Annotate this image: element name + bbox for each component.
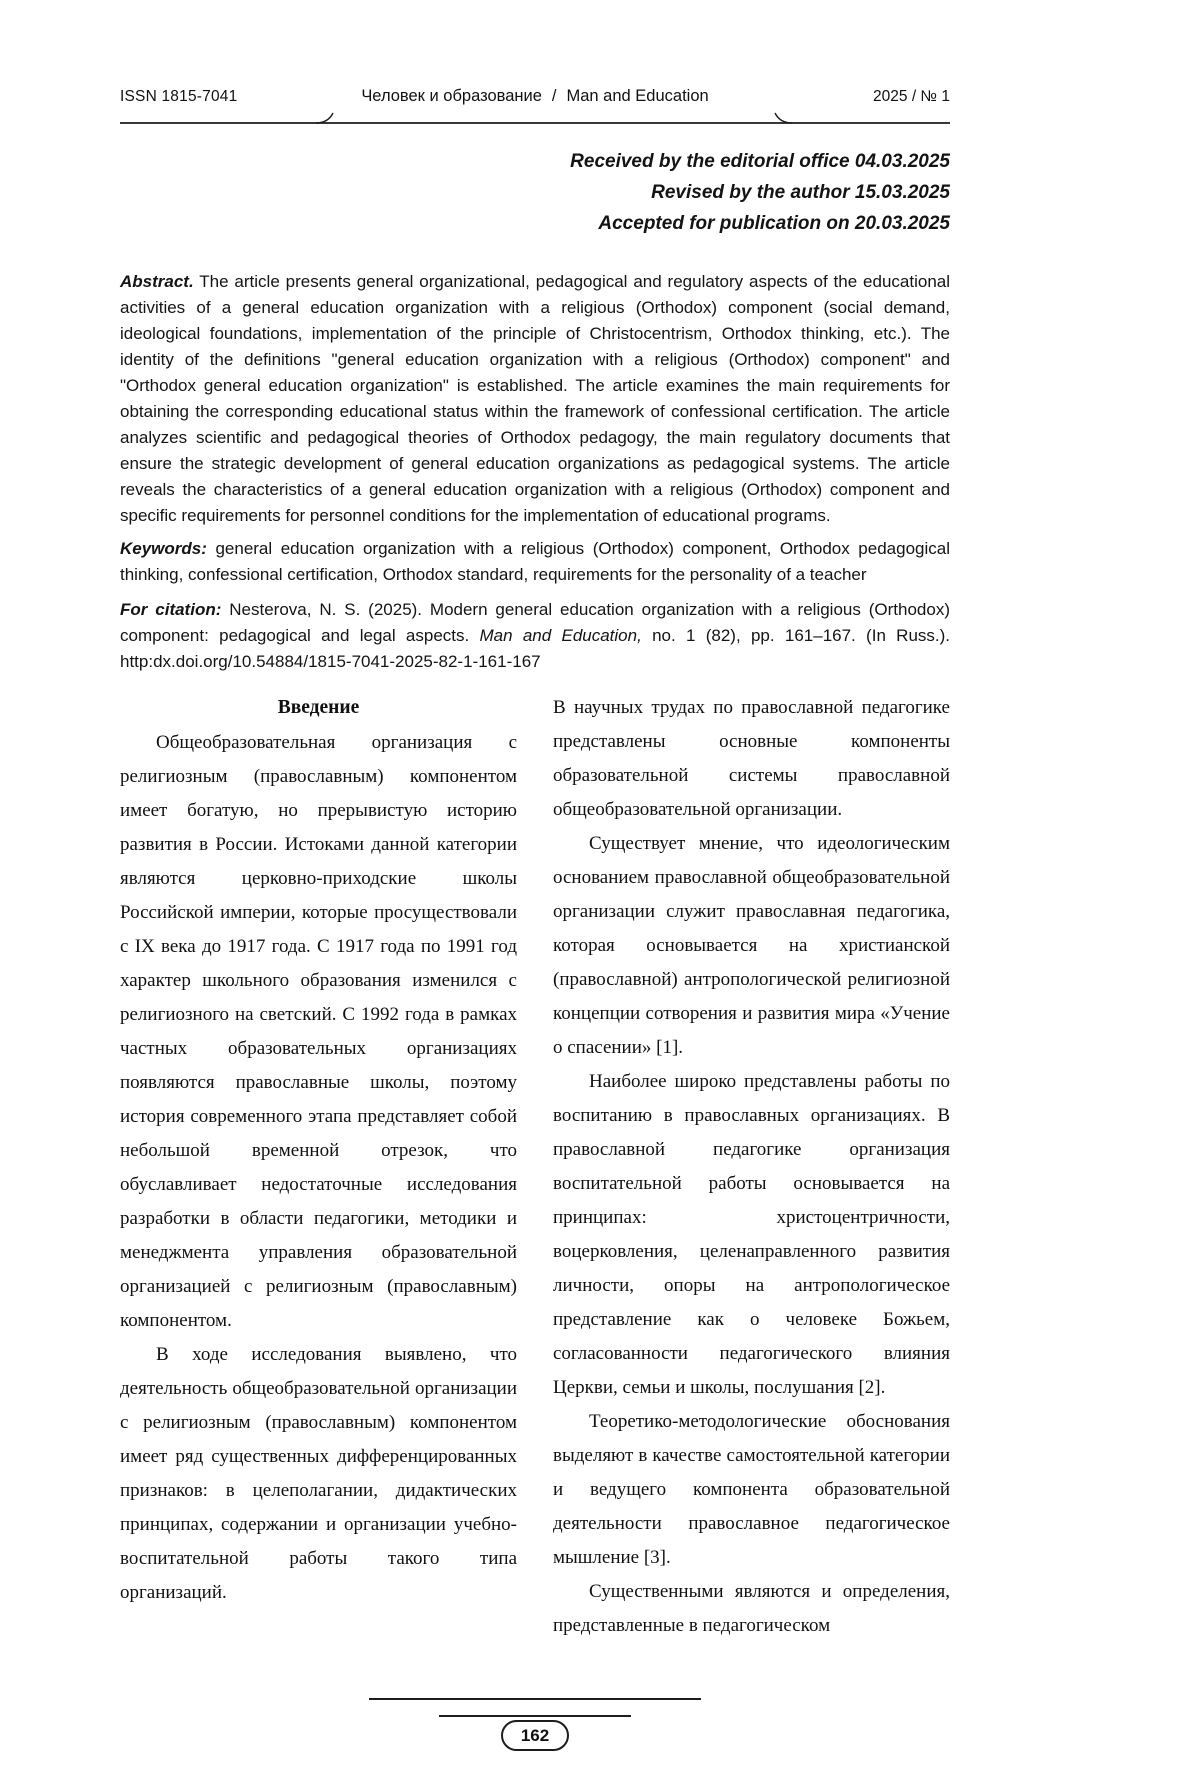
body-paragraph: Общеобразовательная организация с религиозным (православным) компонентом имеет богатую, но прерывистую историю развития в России. Истоками данной категории являются церковно-приходские школы Российской империи, которые просуществовали с IX века до 1917 года. С 1917 года по 1991 год характер школьного образования изменился с религиозного на светский. С 1992 года в рамках частных образовательных организациях появляются православные школы, поэтому история современного этапа представляет собой небольшой временной отрезок, что обуславливает недостаточные исследования разработки в области педагогики, методики и менеджмента управления образовательной организацией с религиозным (православным) компонентом. xyxy=(120,732,517,1331)
citation-text-before: Nesterova, N. S. (2025). Modern general education organization with a religious (Orthodox) component: pedagogical and legal aspects. xyxy=(120,600,950,645)
footer-rule-long xyxy=(369,1698,701,1700)
citation-label: For citation: xyxy=(120,600,222,619)
keywords xyxy=(120,536,950,588)
body-paragraph: Теоретико-методологические обоснования выделяют в качестве самостоятельной категории и ведущего компонента образовательной деятельности православное педагогическое мышление [3]. xyxy=(553,1411,950,1568)
section-title: Введение xyxy=(277,697,360,718)
keywords-label: Keywords: xyxy=(120,539,207,558)
body-paragraph: Существенными являются и определения, представленные в педагогическом xyxy=(553,1581,950,1636)
body-paragraph: В научных трудах по православной педагогике представлены основные компоненты образовательной системы православной общеобразовательной организации. xyxy=(553,697,950,820)
citation xyxy=(120,597,950,675)
page-number: 162 xyxy=(520,1726,550,1745)
header-row xyxy=(120,84,950,108)
abstract-label: Abstract. xyxy=(120,272,194,291)
page-footer xyxy=(120,1698,950,1751)
footer-rule-short xyxy=(439,1715,631,1717)
issue-label: 2025 / № 1 xyxy=(873,88,950,105)
issn-label: ISSN 1815-7041 xyxy=(120,88,238,105)
journal-title-separator: / xyxy=(551,87,557,105)
page-header xyxy=(120,0,950,126)
journal-page xyxy=(120,0,950,1783)
journal-title-en: Man and Education xyxy=(566,87,709,105)
body-paragraph: Существует мнение, что идеологическим основанием православной общеобразовательной организации служит православная педагогика, которая основывается на христианской (православной) антропологической религиозной концепции сотворения и развития мира «Учение о спасении» [1]. xyxy=(553,833,950,1058)
date-revised: Revised by the author 15.03.2025 xyxy=(651,182,950,203)
body-columns xyxy=(120,691,950,1643)
citation-text-after: no. 1 (82), pp. 161–167. (In Russ.). http:dx.doi.org/10.54884/1815-7041-2025-82-1-161-167 xyxy=(120,626,951,671)
right-column xyxy=(553,691,950,1643)
body-paragraph: Наиболее широко представлены работы по воспитанию в православных организациях. В православной педагогике организация воспитательной работы основывается на принципах: христоцентричности, воцерковления, целенаправленного развития личности, опоры на антропологическое представление как о человеке Божьем, согласованности педагогического влияния Церкви, семьи и школы, послушания [2]. xyxy=(553,1071,950,1398)
page-number-badge xyxy=(501,1720,569,1751)
abstract-text: The article presents general organizational, pedagogical and regulatory aspects of the educational activities of a general education organization with a religious (Orthodox) component (social demand, ideological foundations, implementation of the principle of Christocentrism, Orthodox thinking, etc.). The identity of the definitions "general education organization with a religious (Orthodox) component" and "Orthodox general education organization" is established. The article examines the main requirements for obtaining the corresponding educational status within the framework of confessional certification. The article analyzes scientific and pedagogical theories of Orthodox pedagogy, the main regulatory documents that ensure the strategic development of general education organizations as pedagogical systems. The article reveals the characteristics of a general education organization with a religious (Orthodox) component and specific requirements for personnel conditions for the implementation of educational programs. xyxy=(120,272,951,525)
journal-title-ru: Человек и образование xyxy=(361,87,542,105)
date-received: Received by the editorial office 04.03.2025 xyxy=(570,151,950,172)
journal-title xyxy=(120,87,950,106)
manuscript-dates xyxy=(120,146,950,239)
citation-journal-italic: Man and Education, xyxy=(479,626,642,645)
left-column xyxy=(120,691,517,1643)
date-accepted: Accepted for publication on 20.03.2025 xyxy=(598,213,950,234)
body-paragraph: В ходе исследования выявлено, что деятельность общеобразовательной организации с религиозным (православным) компонентом имеет ряд существенных дифференцированных признаков: в целеполагании, дидактических принципах, содержании и организации учебно-воспитательной работы такого типа организаций. xyxy=(120,1344,517,1603)
header-rule xyxy=(120,110,950,126)
keywords-text: general education organization with a religious (Orthodox) component, Orthodox pedagogical thinking, confessional certification, Orthodox standard, requirements for the personality of a teacher xyxy=(120,539,950,584)
abstract xyxy=(120,269,950,529)
